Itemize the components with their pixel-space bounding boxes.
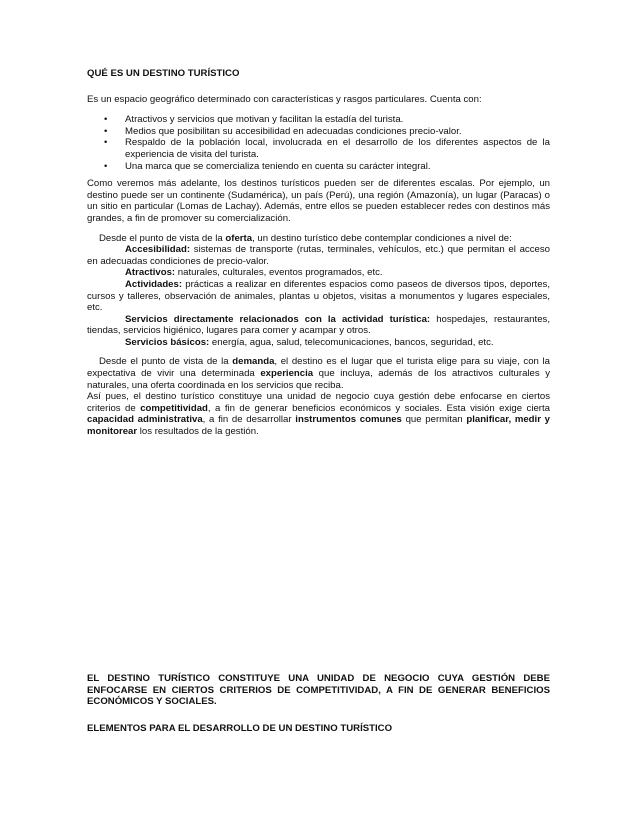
oferta-paragraph: Desde el punto de vista de la oferta, un destino turístico debe contemplar condiciones a nivel de: [99, 232, 512, 244]
bullet-icon: • [104, 114, 108, 126]
bullet-icon: • [104, 125, 108, 137]
conditions-block [87, 244, 550, 348]
section-title: QUÉ ES UN DESTINO TURÍSTICO [87, 68, 240, 79]
list-item: • Una marca que se comercializa teniendo en cuenta su carácter integral. [104, 160, 431, 172]
demanda-paragraph: Desde el punto de vista de la demanda, el destino es el lugar que el turista elige para su viaje, con la expectativa de vivir una determinada experiencia que incluya, además de los atractivos culturales y naturales, una oferta coordinada en los servicios que reciba. [87, 356, 551, 391]
list-item: • Respaldo de la población local, involucrada en el desarrollo de los diferentes aspectos de la experiencia de visita del turista. [104, 137, 550, 160]
condition-accesibilidad: Accesibilidad: sistemas de transporte (rutas, terminales, vehículos, etc.) que permitan el acceso en adecuadas condiciones de precio-valor. [87, 244, 550, 267]
bullet-icon: • [104, 137, 108, 149]
condition-actividades: Actividades: prácticas a realizar en diferentes espacios como paseos de diversos tipos, deportes, cursos y talleres, observación de animales, plantas u objetos, visitas a monumentos y lugares especiales, etc. [87, 278, 550, 314]
document-body [87, 68, 550, 438]
condition-servicios-directos: Servicios directamente relacionados con la actividad turística: hospedajes, restaurantes, tiendas, servicios higiénico, lugares para comer y acampar y otros. [87, 313, 550, 337]
condition-atractivos: Atractivos: naturales, culturales, eventos programados, etc. [125, 267, 383, 279]
list-item: • Medios que posibilitan su accesibilidad en adecuadas condiciones precio-valor. [104, 125, 462, 137]
bullet-icon: • [104, 160, 108, 172]
intro-paragraph: Es un espacio geográfico determinado con características y rasgos particulares. Cuenta con: [87, 93, 482, 105]
oferta-term: oferta [225, 232, 253, 244]
list-item: • Atractivos y servicios que motivan y facilitan la estadía del turista. [104, 114, 404, 126]
unit-heading: EL DESTINO TURÍSTICO CONSTITUYE UNA UNIDAD DE NEGOCIO CUYA GESTIÓN DEBE ENFOCARSE EN CIERTOS CRITERIOS DE COMPETITIVIDAD, A FIN DE GENERAR BENEFICIOS ECONÓMICOS Y SOCIALES. [87, 673, 550, 708]
competitividad-paragraph: Así pues, el destino turístico constituye una unidad de negocio cuya gestión debe enfocarse en ciertos criterios de competitividad, a fin de generar beneficios económicos y sociales. Esta visión exige cierta capacidad administrativa, a fin de desarrollar instrumentos comunes que permitan planificar, medir y monitorear los resultados de la gestión. [87, 391, 550, 438]
scales-paragraph: Como veremos más adelante, los destinos turísticos pueden ser de diferentes escalas. Por ejemplo, un destino puede ser un continente (Sudamérica), un país (Perú), una región (Amazonía), un lugar (Paracas) o un sitio en particular (Lomas de Lachay). Además, entre ellos se pueden establecer redes con destinos más grandes, a fin de promover su comercialización. [87, 178, 550, 224]
features-list [87, 114, 550, 172]
elements-heading: ELEMENTOS PARA EL DESARROLLO DE UN DESTINO TURÍSTICO [87, 723, 393, 734]
condition-servicios-basicos: Servicios básicos: energía, agua, salud, telecomunicaciones, bancos, seguridad, etc. [125, 336, 494, 348]
